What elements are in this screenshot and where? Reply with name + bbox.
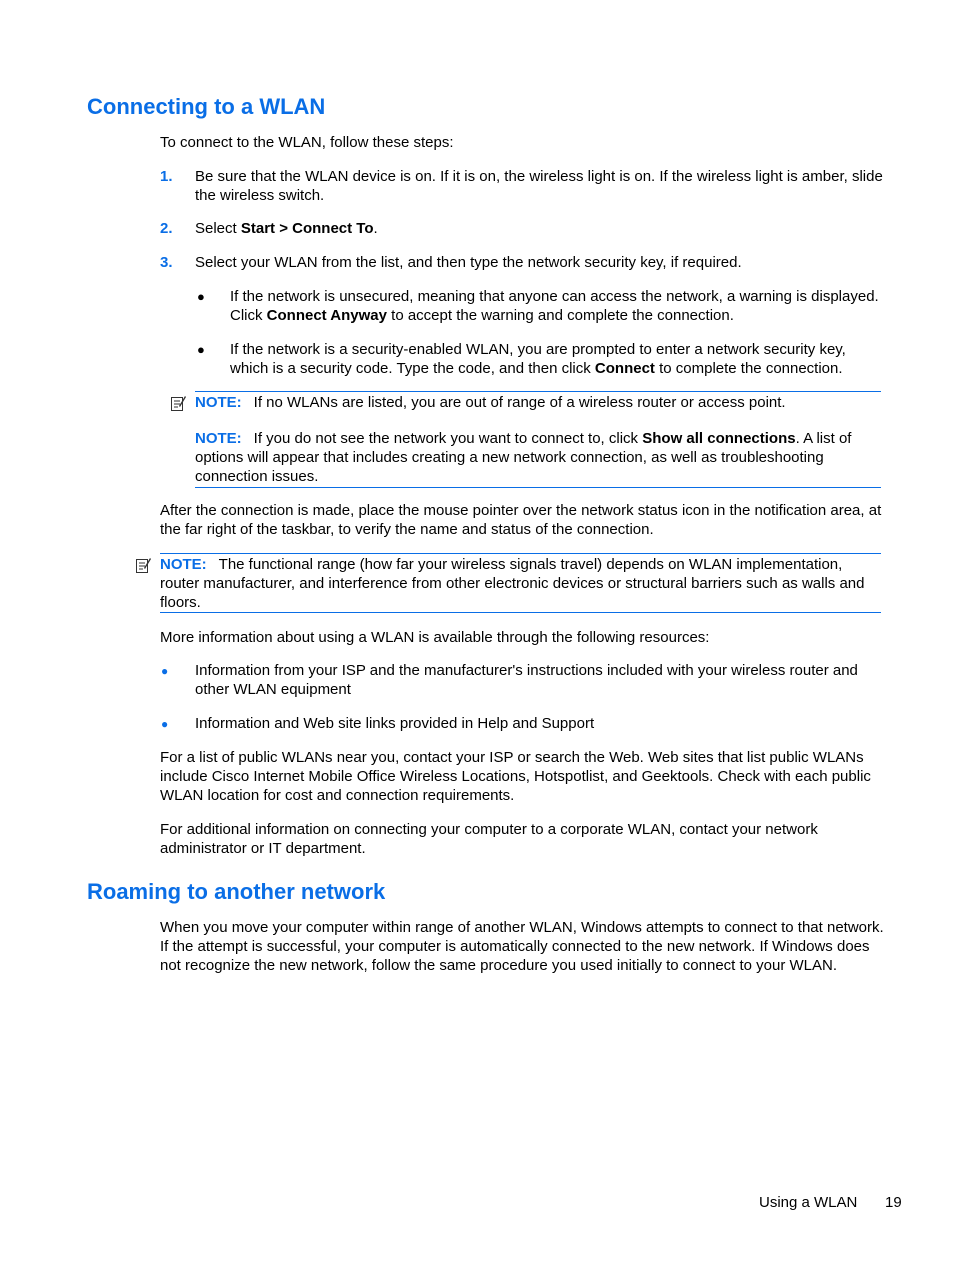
resource-item-2: Information and Web site links provided in Help and Support: [195, 715, 595, 732]
after-connect-text: After the connection is made, place the mouse pointer over the network status icon in the notification area, at the far right of the taskbar, to verify the name and status of the connection.: [160, 502, 882, 538]
step-number-1: 1.: [160, 168, 173, 185]
step-text-1: Be sure that the WLAN device is on. If it is on, the wireless light is on. If the wireless light is amber, slide the wireless switch.: [195, 168, 883, 204]
note-top-rule: [195, 391, 881, 392]
note2-top-rule: [160, 553, 881, 554]
inner-note-2: NOTE: If you do not see the network you want to connect to, click Show all connections. A list of options will appear that includes creating a new network connection, as well as troubleshooting connection issues.: [195, 430, 852, 485]
public-wlans-text: For a list of public WLANs near you, contact your ISP or search the Web. Web sites that list public WLANs include Cisco Internet Mobile Office Wireless Locations, Hotspotlist, and Geektools. Check with each public WLAN location for cost and connection requirements.: [160, 749, 871, 804]
bullet-icon: ●: [197, 289, 205, 304]
step-text-2: Select Start > Connect To.: [195, 220, 378, 237]
note-icon: [170, 394, 186, 412]
more-info-text: More information about using a WLAN is available through the following resources:: [160, 629, 710, 646]
footer-title: Using a WLAN: [759, 1194, 858, 1211]
sub-bullet-text-2: If the network is a security-enabled WLAN, you are prompted to enter a network security key, which is a security code. Type the code, and then click Connect to complete the connection.: [230, 341, 846, 377]
intro-text: To connect to the WLAN, follow these steps:: [160, 134, 454, 151]
note2-bottom-rule: [160, 612, 881, 613]
bullet-icon: ●: [197, 342, 205, 357]
corporate-wlan-text: For additional information on connecting your computer to a corporate WLAN, contact your network administrator or IT department.: [160, 821, 818, 857]
section-heading-roaming: Roaming to another network: [87, 879, 386, 904]
bullet-icon: ●: [161, 717, 169, 731]
section-heading-connecting: Connecting to a WLAN: [87, 94, 326, 119]
step-text-3: Select your WLAN from the list, and then type the network security key, if required.: [195, 254, 742, 271]
bullet-icon: ●: [161, 664, 169, 678]
step-number-2: 2.: [160, 220, 173, 237]
page-number: 19: [885, 1194, 902, 1211]
resource-item-1: Information from your ISP and the manufacturer's instructions included with your wireless router and other WLAN equipment: [195, 662, 858, 698]
note2: NOTE: The functional range (how far your wireless signals travel) depends on WLAN implementation, router manufacturer, and interference from other electronic devices or structural barriers such as walls and floors.: [160, 556, 865, 611]
roaming-text: When you move your computer within range of another WLAN, Windows attempts to connect to that network. If the attempt is successful, your computer is automatically connected to the new network. If Windows does not recognize the new network, follow the same procedure you used initially to connect to your WLAN.: [160, 919, 884, 974]
sub-bullet-text-1: If the network is unsecured, meaning that anyone can access the network, a warning is displayed. Click Connect Anyway to accept the warning and complete the connection.: [230, 288, 879, 324]
note-icon: [135, 556, 151, 574]
step-number-3: 3.: [160, 254, 173, 271]
note-bottom-rule: [195, 487, 881, 488]
inner-note-1: NOTE: If no WLANs are listed, you are out of range of a wireless router or access point.: [195, 394, 786, 411]
